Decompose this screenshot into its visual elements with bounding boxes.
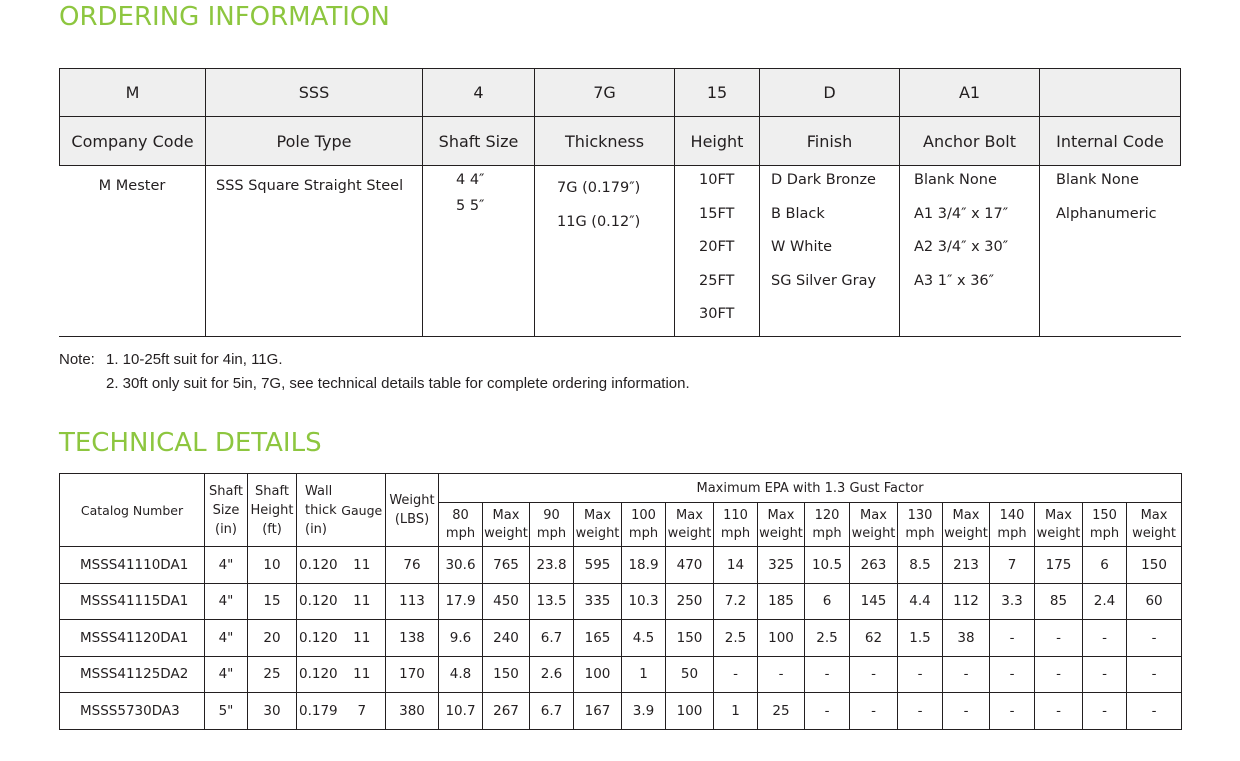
table-cell: 11: [339, 656, 386, 693]
option-item: 11G (0.12″): [557, 213, 641, 230]
table-cell: 10.7: [439, 693, 483, 730]
table-cell: 30: [248, 693, 297, 730]
table-cell: 213: [943, 547, 990, 584]
wind-speed-header: 100 mph: [622, 503, 666, 547]
table-cell: 13.5: [530, 583, 574, 620]
max-weight-header: Max weight: [666, 503, 714, 547]
table-cell: 100: [666, 693, 714, 730]
table-cell: 85: [1035, 583, 1083, 620]
table-cell: 2.5: [805, 620, 850, 657]
table-cell: 595: [574, 547, 622, 584]
max-weight-header: Max weight: [1127, 503, 1182, 547]
table-cell: 112: [943, 583, 990, 620]
table-cell: 23.8: [530, 547, 574, 584]
table-cell: 11: [339, 583, 386, 620]
table-cell: 38: [943, 620, 990, 657]
table-cell: 25: [248, 656, 297, 693]
shaft-size-options: [423, 166, 535, 336]
ordering-code-cell: SSS: [206, 69, 423, 116]
ordering-code-cell: 4: [423, 69, 535, 116]
option-item: B Black: [771, 205, 825, 222]
table-cell: 263: [850, 547, 898, 584]
table-cell: 2.4: [1083, 583, 1127, 620]
catalog-number-cell: MSSS41115DA1: [60, 583, 205, 620]
ordering-label-cell: Finish: [760, 117, 900, 165]
table-cell: 10.3: [622, 583, 666, 620]
option-item: 30FT: [699, 306, 735, 322]
table-cell: 9.6: [439, 620, 483, 657]
wall-thick-header: Wall thick (in): [297, 474, 339, 547]
table-cell: 30.6: [439, 547, 483, 584]
table-cell: 4": [205, 547, 248, 584]
ordering-options-row: [59, 166, 1181, 337]
table-cell: 14: [714, 547, 758, 584]
note-label: Note:: [59, 351, 95, 368]
table-cell: 3.9: [622, 693, 666, 730]
option-item: A3 1″ x 36″: [914, 272, 995, 289]
table-cell: 62: [850, 620, 898, 657]
table-cell: 5": [205, 693, 248, 730]
ordering-code-cell: 7G: [535, 69, 675, 116]
ordering-code-cell: A1: [900, 69, 1040, 116]
table-row: [60, 693, 1182, 730]
table-cell: 150: [483, 656, 530, 693]
table-cell: 4.5: [622, 620, 666, 657]
table-cell: 380: [386, 693, 439, 730]
note-line-1: 1. 10-25ft suit for 4in, 11G.: [106, 351, 283, 368]
table-cell: -: [898, 693, 943, 730]
option-item: Blank None: [914, 172, 997, 188]
max-epa-header: Maximum EPA with 1.3 Gust Factor: [439, 474, 1182, 503]
option-item: M Mester: [98, 178, 166, 194]
ordering-label-cell: Internal Code: [1040, 117, 1181, 165]
wind-speed-header: 90 mph: [530, 503, 574, 547]
max-weight-header: Max weight: [1035, 503, 1083, 547]
table-cell: 4": [205, 583, 248, 620]
max-weight-header: Max weight: [483, 503, 530, 547]
table-cell: 100: [574, 656, 622, 693]
table-cell: 165: [574, 620, 622, 657]
table-cell: 50: [666, 656, 714, 693]
table-cell: 11: [339, 547, 386, 584]
table-cell: -: [1035, 693, 1083, 730]
table-cell: 76: [386, 547, 439, 584]
table-cell: 145: [850, 583, 898, 620]
table-cell: 20: [248, 620, 297, 657]
wind-speed-header: 150 mph: [1083, 503, 1127, 547]
table-cell: 0.120: [297, 620, 339, 657]
table-cell: 0.120: [297, 656, 339, 693]
table-cell: 185: [758, 583, 805, 620]
catalog-number-cell: MSSS41110DA1: [60, 547, 205, 584]
ordering-label-cell: Anchor Bolt: [900, 117, 1040, 165]
table-cell: 15: [248, 583, 297, 620]
option-item: A2 3/4″ x 30″: [914, 239, 1009, 255]
table-cell: -: [805, 693, 850, 730]
ordering-code-cell: 15: [675, 69, 760, 116]
table-cell: -: [1083, 693, 1127, 730]
ordering-table: [59, 68, 1181, 337]
table-cell: 267: [483, 693, 530, 730]
table-cell: -: [805, 656, 850, 693]
wind-speed-header: 140 mph: [990, 503, 1035, 547]
option-item: Alphanumeric: [1056, 205, 1157, 222]
table-cell: -: [850, 693, 898, 730]
table-row: [60, 583, 1182, 620]
table-cell: 6: [805, 583, 850, 620]
wind-speed-header: 80 mph: [439, 503, 483, 547]
table-cell: -: [1083, 656, 1127, 693]
max-weight-header: Max weight: [943, 503, 990, 547]
internal-code-options: [1040, 166, 1181, 336]
table-cell: 113: [386, 583, 439, 620]
table-cell: -: [1083, 620, 1127, 657]
option-item: 25FT: [699, 272, 735, 289]
ordering-code-cell: D: [760, 69, 900, 116]
wind-speed-header: 120 mph: [805, 503, 850, 547]
table-cell: 17.9: [439, 583, 483, 620]
option-item: SSS Square Straight Steel: [216, 178, 404, 194]
technical-header-row: [60, 474, 1182, 503]
shaft-height-header: Shaft Height (ft): [248, 474, 297, 547]
table-cell: 2.5: [714, 620, 758, 657]
option-item: Blank None: [1056, 172, 1139, 188]
option-item: W White: [771, 239, 833, 255]
thickness-options: [535, 166, 675, 336]
table-cell: 150: [666, 620, 714, 657]
table-cell: -: [758, 656, 805, 693]
option-item: 4 4″: [456, 172, 485, 188]
table-row: [60, 656, 1182, 693]
ordering-code-cell: [1040, 69, 1181, 116]
option-item: 15FT: [699, 205, 735, 222]
option-item: 7G (0.179″): [557, 180, 641, 196]
table-cell: 170: [386, 656, 439, 693]
option-item: A1 3/4″ x 17″: [914, 205, 1009, 222]
catalog-number-cell: MSSS41120DA1: [60, 620, 205, 657]
pole-type-options: [206, 166, 423, 336]
ordering-label-cell: Pole Type: [206, 117, 423, 165]
table-cell: 6: [1083, 547, 1127, 584]
table-cell: 0.120: [297, 583, 339, 620]
table-cell: 100: [758, 620, 805, 657]
table-cell: -: [990, 656, 1035, 693]
table-cell: 10: [248, 547, 297, 584]
max-weight-header: Max weight: [574, 503, 622, 547]
table-cell: 325: [758, 547, 805, 584]
option-item: 20FT: [699, 239, 735, 255]
table-cell: 6.7: [530, 693, 574, 730]
table-cell: -: [943, 656, 990, 693]
table-cell: 10.5: [805, 547, 850, 584]
table-cell: 1: [714, 693, 758, 730]
table-cell: 0.120: [297, 547, 339, 584]
ordering-label-cell: Shaft Size: [423, 117, 535, 165]
max-weight-header: Max weight: [850, 503, 898, 547]
table-cell: 450: [483, 583, 530, 620]
ordering-label-cell: Company Code: [59, 117, 206, 165]
ordering-note: [59, 348, 690, 396]
table-cell: 175: [1035, 547, 1083, 584]
table-cell: 25: [758, 693, 805, 730]
technical-table-body: [60, 547, 1182, 730]
table-row: [60, 547, 1182, 584]
table-cell: -: [714, 656, 758, 693]
table-cell: 4": [205, 620, 248, 657]
table-cell: 3.3: [990, 583, 1035, 620]
table-cell: -: [943, 693, 990, 730]
table-cell: 150: [1127, 547, 1182, 584]
table-cell: 8.5: [898, 547, 943, 584]
weight-header: Weight (LBS): [386, 474, 439, 547]
table-cell: 6.7: [530, 620, 574, 657]
table-cell: -: [990, 693, 1035, 730]
table-cell: -: [1127, 620, 1182, 657]
table-cell: 18.9: [622, 547, 666, 584]
table-cell: 4": [205, 656, 248, 693]
table-cell: -: [990, 620, 1035, 657]
table-cell: 470: [666, 547, 714, 584]
ordering-label-cell: Height: [675, 117, 760, 165]
table-cell: 1: [622, 656, 666, 693]
table-cell: 335: [574, 583, 622, 620]
table-cell: 765: [483, 547, 530, 584]
catalog-number-cell: MSSS5730DA3: [60, 693, 205, 730]
option-item: 10FT: [699, 172, 735, 188]
table-cell: 7: [990, 547, 1035, 584]
gauge-header: Gauge: [339, 474, 386, 547]
wind-speed-header: 110 mph: [714, 503, 758, 547]
table-cell: -: [1127, 693, 1182, 730]
table-cell: 1.5: [898, 620, 943, 657]
height-options: [675, 166, 760, 336]
ordering-code-row: [59, 68, 1181, 116]
shaft-size-header: Shaft Size (in): [205, 474, 248, 547]
table-cell: -: [1127, 656, 1182, 693]
table-cell: 4.8: [439, 656, 483, 693]
table-cell: -: [850, 656, 898, 693]
company-code-options: [59, 166, 206, 336]
table-cell: 2.6: [530, 656, 574, 693]
table-cell: 0.179: [297, 693, 339, 730]
option-item: D Dark Bronze: [771, 172, 876, 188]
table-cell: -: [1035, 620, 1083, 657]
table-cell: -: [898, 656, 943, 693]
anchor-bolt-options: [900, 166, 1040, 336]
table-cell: 240: [483, 620, 530, 657]
table-cell: 167: [574, 693, 622, 730]
table-cell: 250: [666, 583, 714, 620]
catalog-number-cell: MSSS41125DA2: [60, 656, 205, 693]
table-cell: 11: [339, 620, 386, 657]
table-cell: 4.4: [898, 583, 943, 620]
catalog-number-header: Catalog Number: [60, 474, 205, 547]
max-weight-header: Max weight: [758, 503, 805, 547]
note-line-2: 2. 30ft only suit for 5in, 7G, see technical details table for complete ordering information.: [106, 375, 690, 392]
ordering-code-cell: M: [59, 69, 206, 116]
option-item: SG Silver Gray: [771, 272, 877, 289]
table-row: [60, 620, 1182, 657]
technical-details-table: [59, 473, 1182, 730]
wind-speed-header: 130 mph: [898, 503, 943, 547]
table-cell: 7: [339, 693, 386, 730]
finish-options: [760, 166, 900, 336]
table-cell: 7.2: [714, 583, 758, 620]
option-item: 5 5″: [456, 198, 485, 214]
table-cell: 60: [1127, 583, 1182, 620]
table-cell: -: [1035, 656, 1083, 693]
table-cell: 138: [386, 620, 439, 657]
ordering-label-cell: Thickness: [535, 117, 675, 165]
ordering-information-title: ORDERING INFORMATION: [59, 2, 390, 32]
technical-details-title: TECHNICAL DETAILS: [59, 428, 322, 458]
ordering-label-row: [59, 116, 1181, 166]
